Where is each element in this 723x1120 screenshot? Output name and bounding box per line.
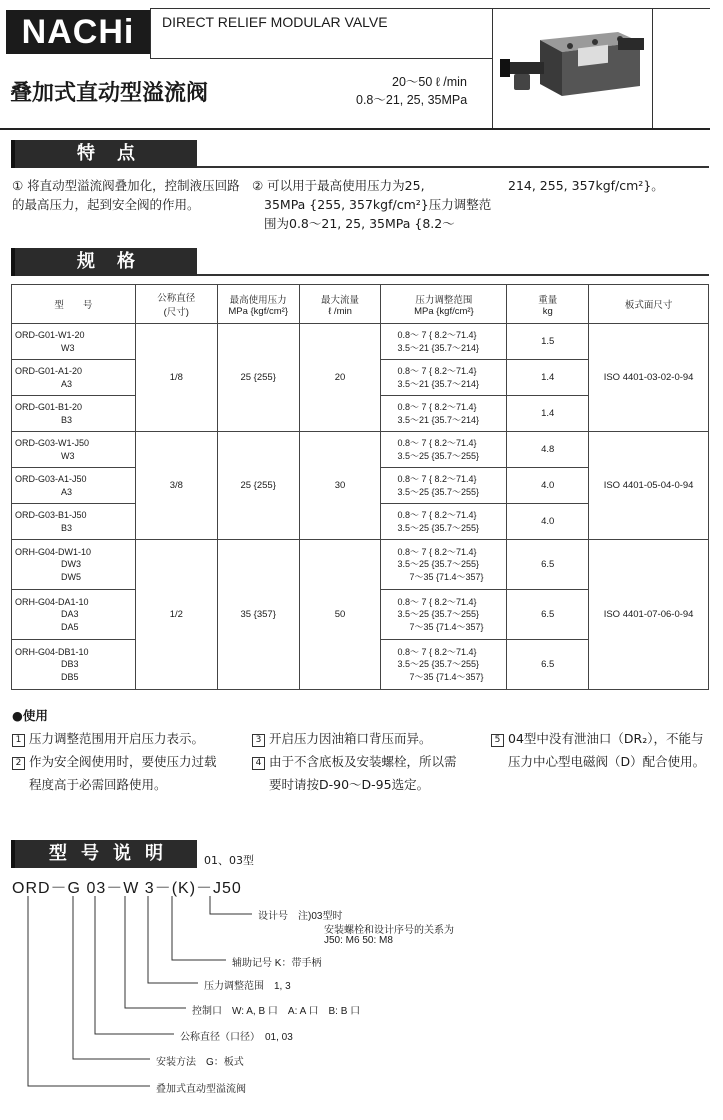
range-line: 3.5～25 {35.7～255} [397, 659, 480, 670]
cell-weight: 1.5 [507, 324, 589, 360]
divider [150, 8, 151, 58]
section-spec-header [11, 248, 197, 276]
divider [652, 8, 653, 128]
range-line: 3.5～21 {35.7～214} [397, 378, 480, 389]
cell-range [381, 640, 507, 690]
cell-size: 1/8 [135, 324, 217, 432]
model-line: ORD-G03-B1-J50 [15, 510, 87, 520]
cell-model [12, 396, 136, 432]
product-title-en: DIRECT RELIEF MODULAR VALVE [162, 14, 388, 30]
flow-spec: 20～50 ℓ /min [392, 75, 467, 89]
range-line: 0.8～ 7 { 8.2～71.4} [397, 646, 477, 657]
usage-text: 压力中心型电磁阀（D）配合使用。 [508, 754, 706, 769]
col-range [381, 285, 507, 324]
header-text: 压力调整范围 [415, 294, 473, 306]
model-line: ORD-G01-B1-20 [15, 402, 83, 412]
col-model [12, 285, 136, 324]
model-line: DB3 [61, 659, 79, 670]
model-line: DW3 [61, 559, 81, 570]
range-line: 0.8～ 7 { 8.2～71.4} [397, 402, 477, 412]
model-subtitle: 01、03型 [204, 854, 254, 867]
header-text: 公称直径 [157, 293, 196, 304]
model-line: W3 [61, 450, 75, 461]
range-line: 7～35 {71.4～357} [409, 571, 484, 582]
model-note-design: 设计号 注)03型时 [258, 911, 343, 922]
range-line: 3.5～21 {35.7～214} [397, 414, 480, 425]
usage-text: 作为安全阀使用时，要使压力过载 [29, 754, 217, 769]
model-note-aux: 辅助记号 K：带手柄 [232, 958, 322, 969]
cell-weight: 1.4 [507, 360, 589, 396]
usage-item-1 [12, 727, 204, 750]
model-line: ORH-G04-DA1-10 [15, 596, 89, 607]
range-line: 0.8～ 7 { 8.2～71.4} [397, 546, 477, 557]
col-size [135, 285, 217, 324]
usage-item-3 [252, 727, 432, 750]
section-model-title: 型号说明 [49, 843, 177, 864]
cell-surface: ISO 4401-05-04-0-94 [589, 432, 709, 540]
cell-model [12, 468, 136, 504]
range-line: 3.5～25 {35.7～255} [397, 486, 480, 497]
model-code: ORD－G 03－W 3－(K)－J50 [12, 880, 242, 897]
section-spec-title: 规格 [77, 251, 157, 272]
section-rule [197, 274, 709, 276]
table-row [12, 540, 709, 590]
model-note-design-2: 安装螺栓和设计序号的关系为 [324, 925, 454, 936]
cell-range [381, 324, 507, 360]
cell-flow: 50 [299, 540, 381, 690]
cell-model [12, 504, 136, 540]
feature-item-2b: 35MPa {255, 357kgf/cm²}压力调整范围为0.8～21, 25, 35MPa {8.2～ [264, 197, 492, 231]
model-line: DA5 [61, 621, 79, 632]
range-line: 0.8～ 7 { 8.2～71.4} [397, 330, 477, 340]
table-header-row [12, 285, 709, 324]
number-box: 3 [252, 734, 265, 747]
model-line: DW5 [61, 571, 81, 582]
pressure-spec: 0.8～21, 25, 35MPa [356, 93, 468, 107]
cell-model [12, 324, 136, 360]
range-line: 7～35 {71.4～357} [409, 621, 484, 632]
range-line: 3.5～25 {35.7～255} [397, 450, 480, 461]
usage-text: 要时请按D-90～D-95选定。 [269, 777, 430, 792]
header-text: (尺寸) [163, 307, 189, 318]
number-box: 4 [252, 757, 265, 770]
range-line: 3.5～25 {35.7～255} [397, 522, 480, 533]
header-text: 重量 [538, 294, 558, 306]
model-note-range: 压力调整范围 1, 3 [204, 981, 291, 992]
table-row [12, 432, 709, 468]
cell-range [381, 432, 507, 468]
model-line: B3 [61, 522, 73, 533]
col-pmax [217, 285, 299, 324]
model-line: W3 [61, 342, 75, 353]
number-box: 2 [12, 757, 25, 770]
cell-weight: 4.0 [507, 468, 589, 504]
cell-range [381, 590, 507, 640]
cell-weight: 4.0 [507, 504, 589, 540]
usage-title: ●使用 [12, 708, 48, 723]
model-line: DB5 [61, 671, 79, 682]
nachi-logo: NACHi [6, 10, 150, 54]
model-line: A3 [61, 486, 73, 497]
model-note-port: 控制口 W: A, B 口 A: A 口 B: B 口 [192, 1006, 361, 1017]
model-line: DA3 [61, 609, 79, 620]
col-weight [507, 285, 589, 324]
cell-model [12, 360, 136, 396]
range-line: 0.8～ 7 { 8.2～71.4} [397, 366, 477, 376]
valve-product-image [500, 12, 650, 112]
usage-text: 压力调整范围用开启压力表示。 [29, 731, 205, 746]
cell-pmax: 25 {255} [217, 432, 299, 540]
model-note-mount: 安装方法 G：板式 [156, 1057, 244, 1068]
range-line: 0.8～ 7 { 8.2～71.4} [397, 438, 477, 448]
col-flow [299, 285, 381, 324]
header-text: 最高使用压力 [229, 294, 287, 306]
header-mid-rule [150, 58, 492, 59]
usage-text: 程度高于必需回路使用。 [29, 777, 167, 792]
cell-weight: 6.5 [507, 640, 589, 690]
model-note-size: 公称直径（口径） 01, 03 [180, 1032, 293, 1043]
cell-model [12, 640, 136, 690]
usage-item-2 [12, 750, 242, 796]
header-top-rule [150, 8, 710, 9]
cell-surface: ISO 4401-07-06-0-94 [589, 540, 709, 690]
section-model-header [11, 840, 197, 868]
divider [492, 8, 493, 128]
model-line: ORD-G03-W1-J50 [15, 438, 90, 448]
model-line: ORD-G01-W1-20 [15, 330, 85, 340]
cell-surface: ISO 4401-03-02-0-94 [589, 324, 709, 432]
model-note-type: 叠加式直动型溢流阀 [156, 1084, 246, 1095]
cell-size: 1/2 [135, 540, 217, 690]
cell-range [381, 396, 507, 432]
number-box: 5 [491, 734, 504, 747]
header-text: 最大流量 [321, 294, 360, 306]
header-text: 板式面尺寸 [624, 300, 673, 311]
cell-weight: 6.5 [507, 540, 589, 590]
section-features-title: 特点 [77, 143, 157, 164]
usage-item-5 [491, 727, 716, 773]
cell-range [381, 540, 507, 590]
cell-size: 3/8 [135, 432, 217, 540]
feature-item-1: ① 将直动型溢流阀叠加化，控制液压回路的最高压力，起到安全阀的作用。 [12, 178, 240, 212]
cell-weight: 1.4 [507, 396, 589, 432]
model-line: B3 [61, 414, 73, 425]
model-line: ORH-G04-DW1-10 [15, 546, 92, 557]
number-box: 1 [12, 734, 25, 747]
cell-model [12, 540, 136, 590]
usage-text: 由于不含底板及安装螺栓，所以需 [269, 754, 457, 769]
range-line: 3.5～21 {35.7～214} [397, 342, 480, 353]
feature-item-2a: ② 可以用于最高使用压力为25, [252, 178, 425, 193]
range-line: 3.5～25 {35.7～255} [397, 559, 480, 570]
product-title-cn: 叠加式直动型溢流阀 [10, 81, 209, 106]
model-line: A3 [61, 378, 73, 389]
range-line: 7～35 {71.4～357} [409, 671, 484, 682]
range-line: 0.8～ 7 { 8.2～71.4} [397, 510, 477, 520]
header-text: 型 号 [54, 300, 93, 311]
range-line: 3.5～25 {35.7～255} [397, 609, 480, 620]
header-text: kg [542, 305, 553, 317]
model-line: ORD-G03-A1-J50 [15, 474, 87, 484]
cell-pmax: 25 {255} [217, 324, 299, 432]
cell-range [381, 360, 507, 396]
header-text: MPa {kgf/cm²} [414, 305, 474, 317]
cell-weight: 6.5 [507, 590, 589, 640]
section-features-header [11, 140, 197, 168]
cell-pmax: 35 {357} [217, 540, 299, 690]
feature-item-2c: 214, 255, 357kgf/cm²}。 [508, 178, 664, 193]
cell-model [12, 432, 136, 468]
cell-flow: 30 [299, 432, 381, 540]
model-note-design-3: J50: M6 50: M8 [324, 935, 393, 946]
cell-model [12, 590, 136, 640]
range-line: 0.8～ 7 { 8.2～71.4} [397, 474, 477, 484]
cell-flow: 20 [299, 324, 381, 432]
col-surface [589, 285, 709, 324]
usage-text: 开启压力因油箱口背压而异。 [269, 731, 432, 746]
cell-weight: 4.8 [507, 432, 589, 468]
table-row [12, 324, 709, 360]
cell-range [381, 468, 507, 504]
range-line: 0.8～ 7 { 8.2～71.4} [397, 596, 477, 607]
model-line: ORH-G04-DB1-10 [15, 646, 89, 657]
spec-table [11, 284, 709, 690]
section-rule [197, 166, 709, 168]
usage-text: 04型中没有泄油口（DR₂），不能与 [508, 731, 704, 746]
header-text: MPa {kgf/cm²} [228, 305, 288, 317]
usage-item-4 [252, 750, 488, 796]
header-text: ℓ /min [328, 305, 352, 317]
model-line: ORD-G01-A1-20 [15, 366, 83, 376]
cell-range [381, 504, 507, 540]
